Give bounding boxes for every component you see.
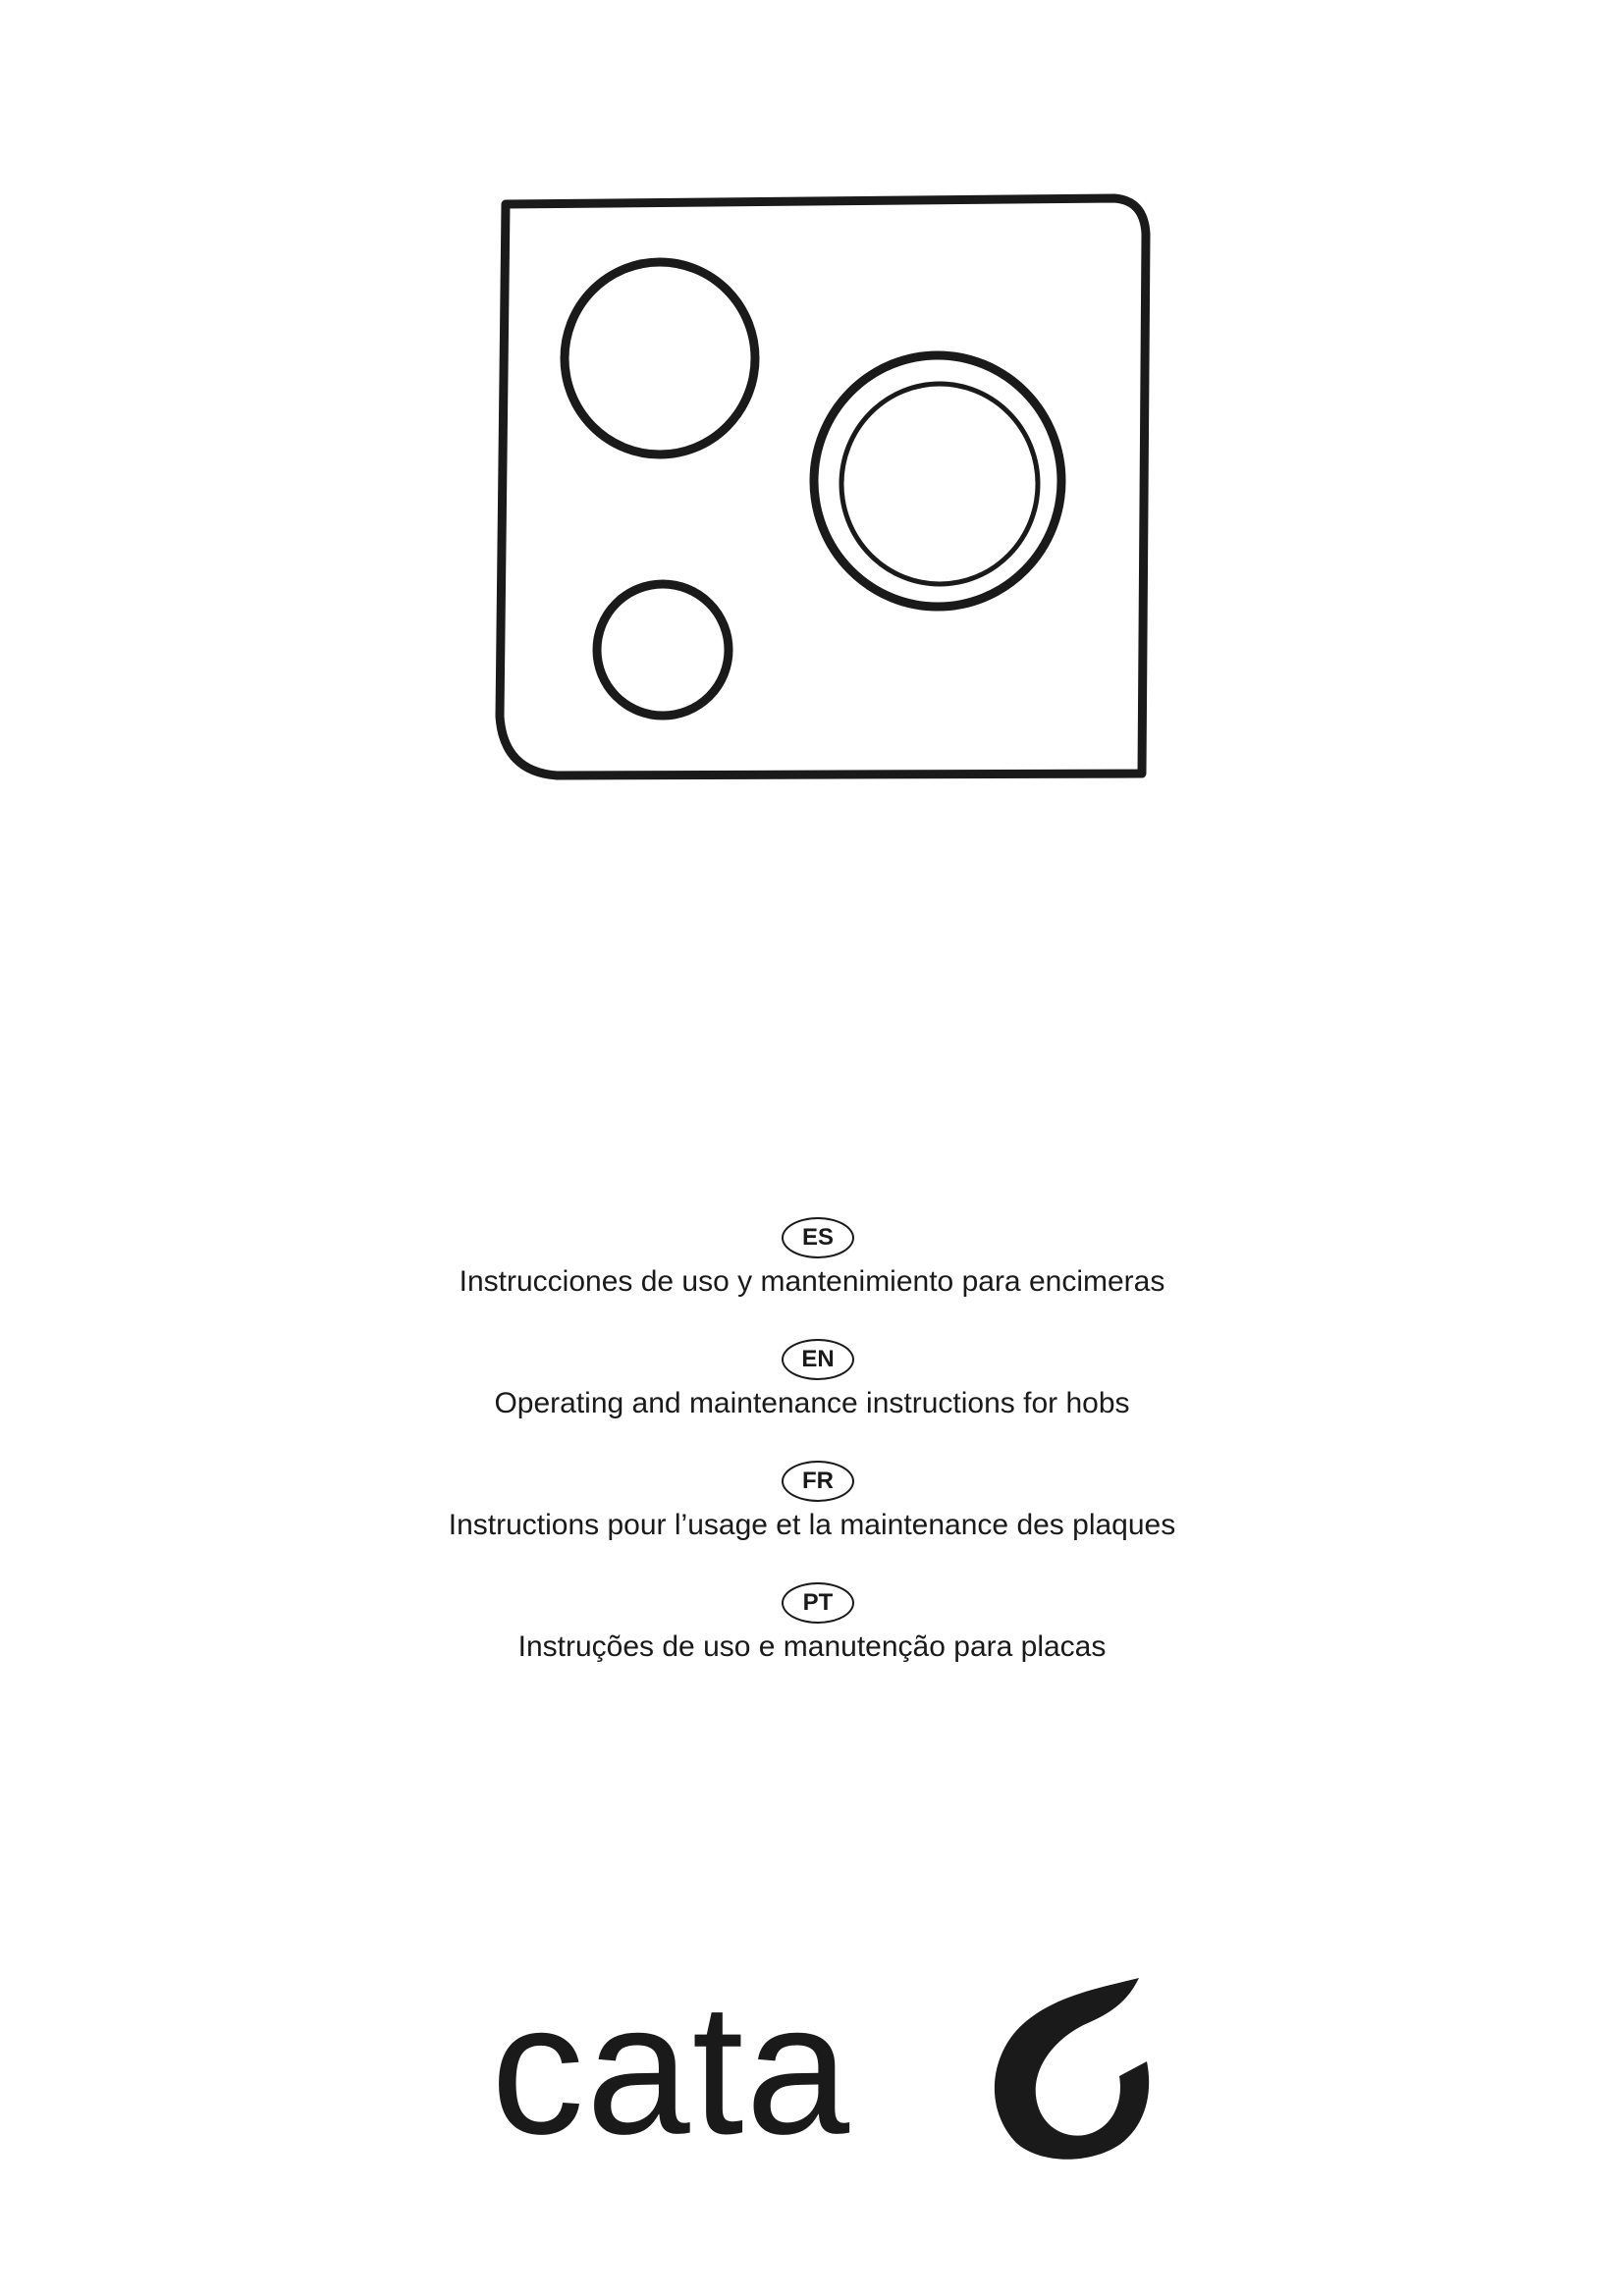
language-block-es: [0, 1217, 1624, 1339]
language-badge-fr: FR: [782, 1461, 854, 1502]
hob-cooktop-icon: [486, 187, 1164, 795]
burner-bottom-left: [597, 584, 729, 716]
language-list: [0, 1217, 1624, 1704]
language-title-pt: Instruções de uso e manutenção para placas: [517, 1630, 1107, 1663]
language-badge-es: ES: [782, 1217, 854, 1258]
burner-top-left: [565, 262, 755, 454]
brand-wordmark: cata: [491, 1968, 852, 2164]
burner-right-inner: [841, 384, 1038, 584]
language-title-es: Instrucciones de uso y mantenimiento para encimeras: [459, 1265, 1165, 1298]
language-badge-pt: PT: [782, 1582, 854, 1624]
cata-logo: [491, 1968, 1159, 2164]
language-title-en: Operating and maintenance instructions for hobs: [494, 1387, 1130, 1419]
brand-swirl-icon: [995, 1978, 1149, 2160]
language-block-pt: [0, 1582, 1624, 1704]
language-block-fr: [0, 1461, 1624, 1582]
language-block-en: [0, 1339, 1624, 1461]
language-badge-en: EN: [782, 1339, 854, 1380]
language-title-fr: Instructions pour l’usage et la maintenance des plaques: [448, 1509, 1176, 1541]
burner-right-outer: [814, 355, 1061, 607]
